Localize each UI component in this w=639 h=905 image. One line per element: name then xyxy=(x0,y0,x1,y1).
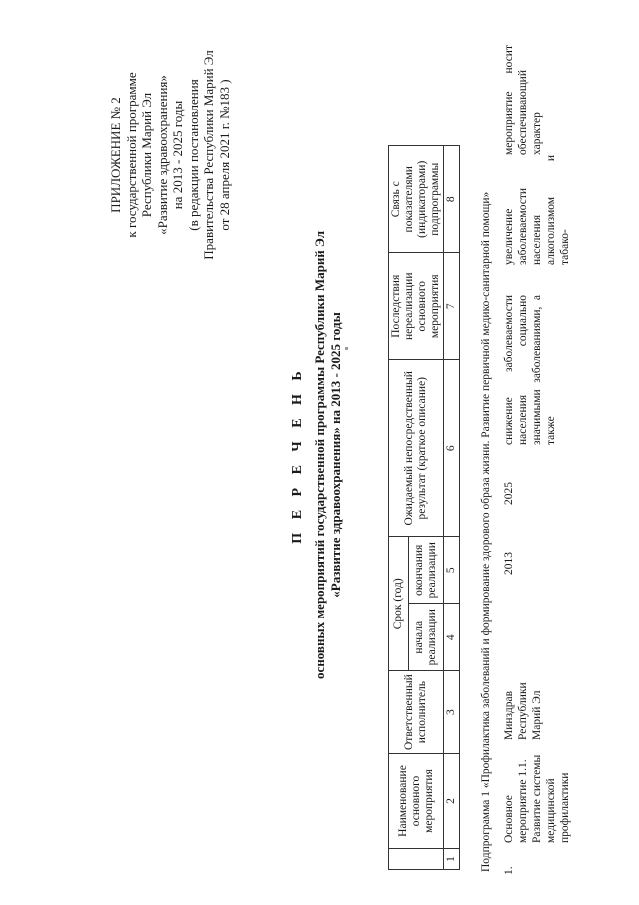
measure-result: снижение заболеваемости населения социально значимыми заболеваниями, а также xyxy=(503,295,557,445)
scan-dot xyxy=(345,347,348,350)
row-number: 1. xyxy=(503,866,515,875)
column-number: 6 xyxy=(444,360,460,537)
header-start: начала реализации xyxy=(408,604,443,671)
column-number: 7 xyxy=(444,253,460,360)
column-number: 2 xyxy=(444,754,460,849)
title-line-2: «Развитие здравоохранения» на 2013 - 2025 годы xyxy=(328,312,343,598)
header-link: Связь с показателями (индикаторами) подпрограммы xyxy=(389,146,444,253)
appendix-line: «Развитие здравоохранения» xyxy=(154,75,170,235)
column-number: 8 xyxy=(444,146,460,253)
header-consequences: Последствия нереализации основного мероприятия xyxy=(389,253,444,360)
header-num xyxy=(389,849,444,870)
appendix-line: на 2013 - 2025 годы xyxy=(170,100,185,210)
table-row xyxy=(502,25,622,875)
measure-start: 2013 xyxy=(503,552,515,575)
appendix-line: от 28 апреля 2021 г. №183 ) xyxy=(216,79,232,231)
column-number: 1 xyxy=(444,849,460,870)
header-executor: Ответственный исполнитель xyxy=(389,671,444,754)
appendix-line: (в редакции постановления xyxy=(185,79,201,231)
measure-executor: Минздрав Республики Марий Эл xyxy=(503,682,543,740)
measure-end: 2025 xyxy=(503,482,515,505)
column-number: 3 xyxy=(444,671,460,754)
title-heading: П Е Р Е Ч Е Н Ь xyxy=(290,366,305,544)
header-term: Срок (год) xyxy=(389,537,409,671)
measure-name: Основное мероприятие 1.1. Развитие системы медицинской профилактики xyxy=(503,754,571,843)
header-result: Ожидаемый непосредственный результат (краткое описание) xyxy=(389,360,444,537)
appendix-line: Правительства Республики Марий Эл xyxy=(201,50,216,260)
measure-link: мероприятие носит обеспечивающий характер xyxy=(503,45,543,155)
header-name: Наименование основного мероприятия xyxy=(389,754,444,849)
title-line-1: основных мероприятий государственной программы Республики Марий Эл xyxy=(312,231,327,680)
column-number: 5 xyxy=(444,537,460,604)
appendix-block xyxy=(108,35,232,275)
appendix-line: ПРИЛОЖЕНИЕ № 2 xyxy=(108,97,123,213)
measure-consequences: увеличение заболеваемости населения алкоголизмом и табако- xyxy=(503,155,571,265)
appendix-line: к государственной программе xyxy=(123,72,139,238)
measures-table xyxy=(388,145,460,870)
column-number: 4 xyxy=(444,604,460,671)
header-end: окончания реализации xyxy=(408,537,443,604)
subprogram-title: Подпрограмма 1 «Профилактика заболеваний и формирование здорового образа жизни. Развитие первичной медико-санитарной помощи» xyxy=(480,191,492,872)
document-title xyxy=(290,205,344,705)
appendix-line: Республики Марий Эл xyxy=(139,92,154,218)
